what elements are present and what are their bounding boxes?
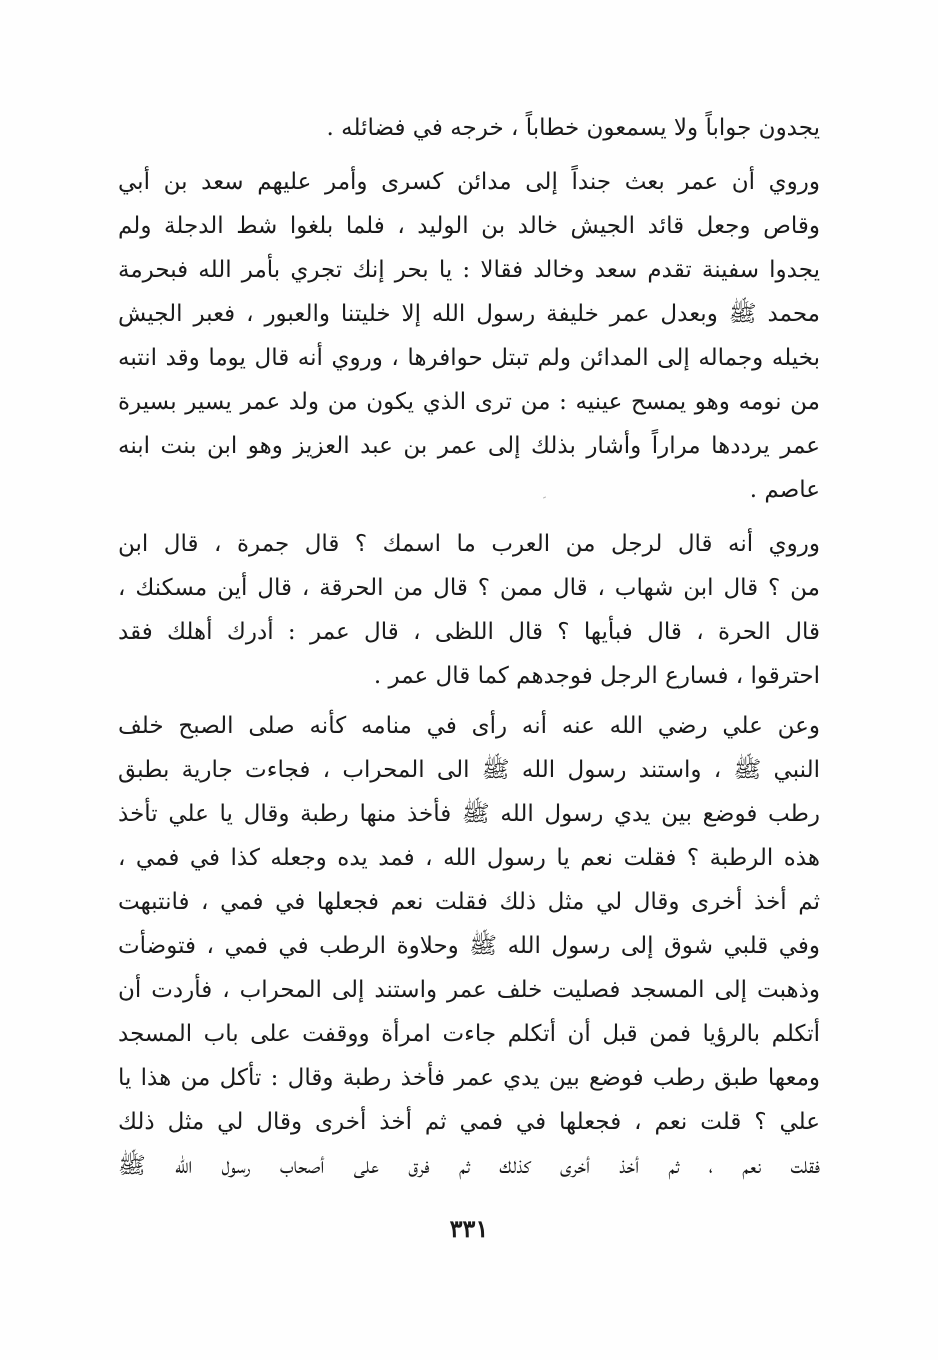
text-line: من نومه وهو يمسح عينيه : من ترى الذي يكون من ولد عمر يسير بسيرة xyxy=(118,389,820,415)
text-line: عاصم . xyxy=(749,477,820,503)
text-line: بخيله وجماله إلى المدائن ولم تبتل حوافرها ، وروي أنه قال يوما وقد انتبه xyxy=(118,345,820,371)
text-line: هذه الرطبة ؟ فقلت نعم يا رسول الله ، فمد يده وجعله كذا في فمي ، xyxy=(118,845,820,871)
text-line: ومعها طبق رطب فوضع بين يدي عمر فأخذ رطبة وقال : تأكل من هذا يا xyxy=(118,1065,820,1091)
paragraph-continuation xyxy=(118,106,820,150)
text-line: يجدوا سفينة تقدم سعد وخالد فقالا : يا بحر إنك تجري بأمر الله فبحرمة xyxy=(118,257,820,283)
text-line: يجدون جواباً ولا يسمعون خطاباً ، خرجه في فضائله . xyxy=(326,115,820,141)
text-line: ثم أخذ أخرى وقال لي مثل ذلك فقلت نعم فجعلها في فمي ، فانتبهت xyxy=(118,889,820,915)
text-line: وفي قلبي شوق إلى رسول الله ﷺ وحلاوة الرطب في فمي ، فتوضأت xyxy=(118,933,820,959)
text-line: احترقوا ، فسارع الرجل فوجدهم كما قال عمر . xyxy=(373,663,820,689)
text-line: وقاص وجعل قائد الجيش خالد بن الوليد ، فلما بلغوا شط الدجلة ولم xyxy=(118,213,820,239)
text-line: علي ؟ قلت نعم ، فجعلها في فمي ثم أخذ أخرى وقال لي مثل ذلك xyxy=(118,1109,820,1135)
text-line: وذهبت إلى المسجد فصليت خلف عمر واستند إلى المحراب ، فأردت أن xyxy=(118,977,820,1003)
text-line: وروي أن عمر بعث جنداً إلى مدائن كسرى وأمر عليهم سعد بن أبي xyxy=(118,169,820,195)
text-line: أتكلم بالرؤيا فمن قبل أن أتكلم جاءت امرأة ووقفت على باب المسجد xyxy=(118,1021,820,1047)
text-line: النبي ﷺ ، واستند رسول الله ﷺ الى المحراب ، فجاءت جارية بطبق xyxy=(118,757,820,783)
text-line: رطب فوضع بين يدي رسول الله ﷺ فأخذ منها رطبة وقال يا علي تأخذ xyxy=(118,801,820,827)
text-line: محمد ﷺ وبعدل عمر خليفة رسول الله إلا خليتنا والعبور ، فعبر الجيش xyxy=(118,301,820,327)
text-line: عمر يرددها مراراً وأشار بذلك إلى عمر بن عبد العزيز وهو ابن بنت ابنه xyxy=(118,433,820,459)
text-line: وعن علي رضي الله عنه أنه رأى في منامه كأنه صلى الصبح خلف xyxy=(118,713,820,739)
page-number: ٣٣١ xyxy=(449,1214,489,1243)
text-line: قال الحرة ، قال فبأيها ؟ قال اللظى ، قال عمر : أدرك أهلك فقد xyxy=(118,619,820,645)
paragraph-ali-dream xyxy=(118,704,820,1188)
paragraph-jamra xyxy=(118,522,820,698)
text-line: من ؟ قال ابن شهاب ، قال ممن ؟ قال من الحرقة ، قال أين مسكنك ، xyxy=(118,575,820,601)
text-line: فقلت نعم ، ثم أخذ أخرى كذلك ثم فرق على أصحاب رسول الله ﷺ xyxy=(118,1153,820,1179)
text-line: وروي أنه قال لرجل من العرب ما اسمك ؟ قال جمرة ، قال ابن xyxy=(118,531,820,557)
paragraph-kisra-army xyxy=(118,160,820,512)
